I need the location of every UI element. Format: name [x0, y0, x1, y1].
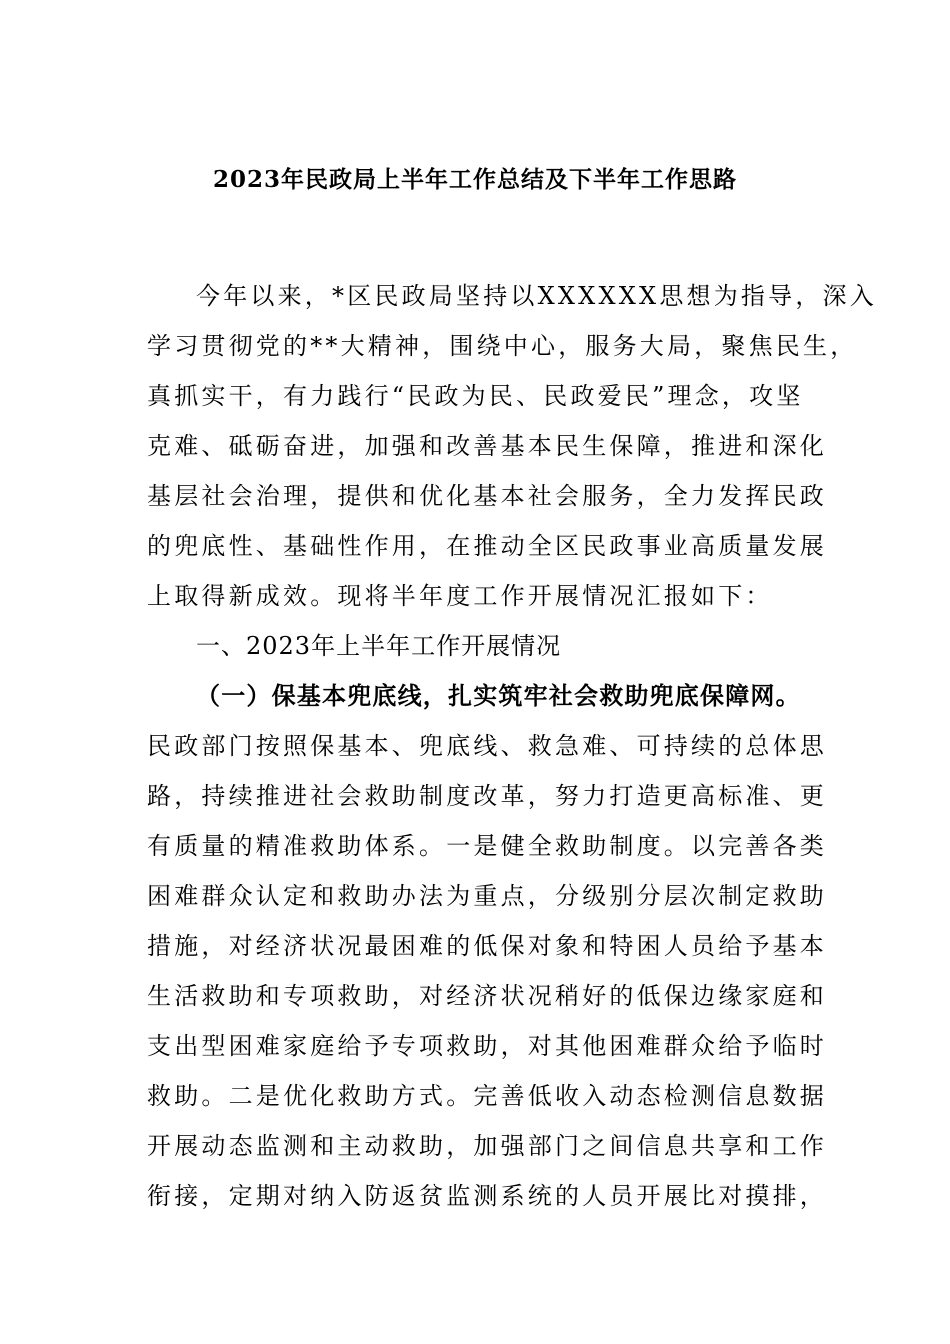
paragraph-line: 路，持续推进社会救助制度改革，努力打造更高标准、更 — [147, 782, 827, 810]
paragraph-line: 措施，对经济状况最困难的低保对象和特困人员给予基本 — [147, 932, 827, 960]
paragraph-line: 民政部门按照保基本、兜底线、救急难、可持续的总体思 — [147, 732, 827, 760]
paragraph-line: 救助。二是优化救助方式。完善低收入动态检测信息数据 — [147, 1082, 827, 1110]
paragraph-line: 克难、砥砺奋进，加强和改善基本民生保障，推进和深化 — [147, 432, 827, 460]
document-title: 2023年民政局上半年工作总结及下半年工作思路 — [212, 166, 737, 193]
paragraph-line: 生活救助和专项救助，对经济状况稍好的低保边缘家庭和 — [147, 982, 827, 1010]
paragraph-line: 支出型困难家庭给予专项救助，对其他困难群众给予临时 — [147, 1032, 827, 1060]
paragraph-line: 的兜底性、基础性作用，在推动全区民政事业高质量发展 — [147, 532, 827, 560]
paragraph-line: 学习贯彻党的**大精神，围绕中心，服务大局，聚焦民生， — [147, 332, 858, 360]
paragraph-line: 困难群众认定和救助办法为重点，分级别分层次制定救助 — [147, 882, 827, 910]
paragraph-line: 今年以来，*区民政局坚持以XXXXXX思想为指导，深入 — [196, 282, 877, 310]
paragraph-line: 衔接，定期对纳入防返贫监测系统的人员开展比对摸排， — [147, 1182, 827, 1210]
section-heading: 一、2023年上半年工作开展情况 — [196, 632, 562, 660]
subsection-heading: （一）保基本兜底线，扎实筑牢社会救助兜底保障网。 — [196, 681, 801, 710]
paragraph-line: 上取得新成效。现将半年度工作开展情况汇报如下： — [147, 582, 773, 610]
paragraph-line: 有质量的精准救助体系。一是健全救助制度。以完善各类 — [147, 832, 827, 860]
paragraph-line: 真抓实干，有力践行“民政为民、民政爱民”理念，攻坚 — [147, 382, 804, 410]
paragraph-line: 开展动态监测和主动救助，加强部门之间信息共享和工作 — [147, 1132, 827, 1160]
paragraph-line: 基层社会治理，提供和优化基本社会服务，全力发挥民政 — [147, 482, 827, 510]
